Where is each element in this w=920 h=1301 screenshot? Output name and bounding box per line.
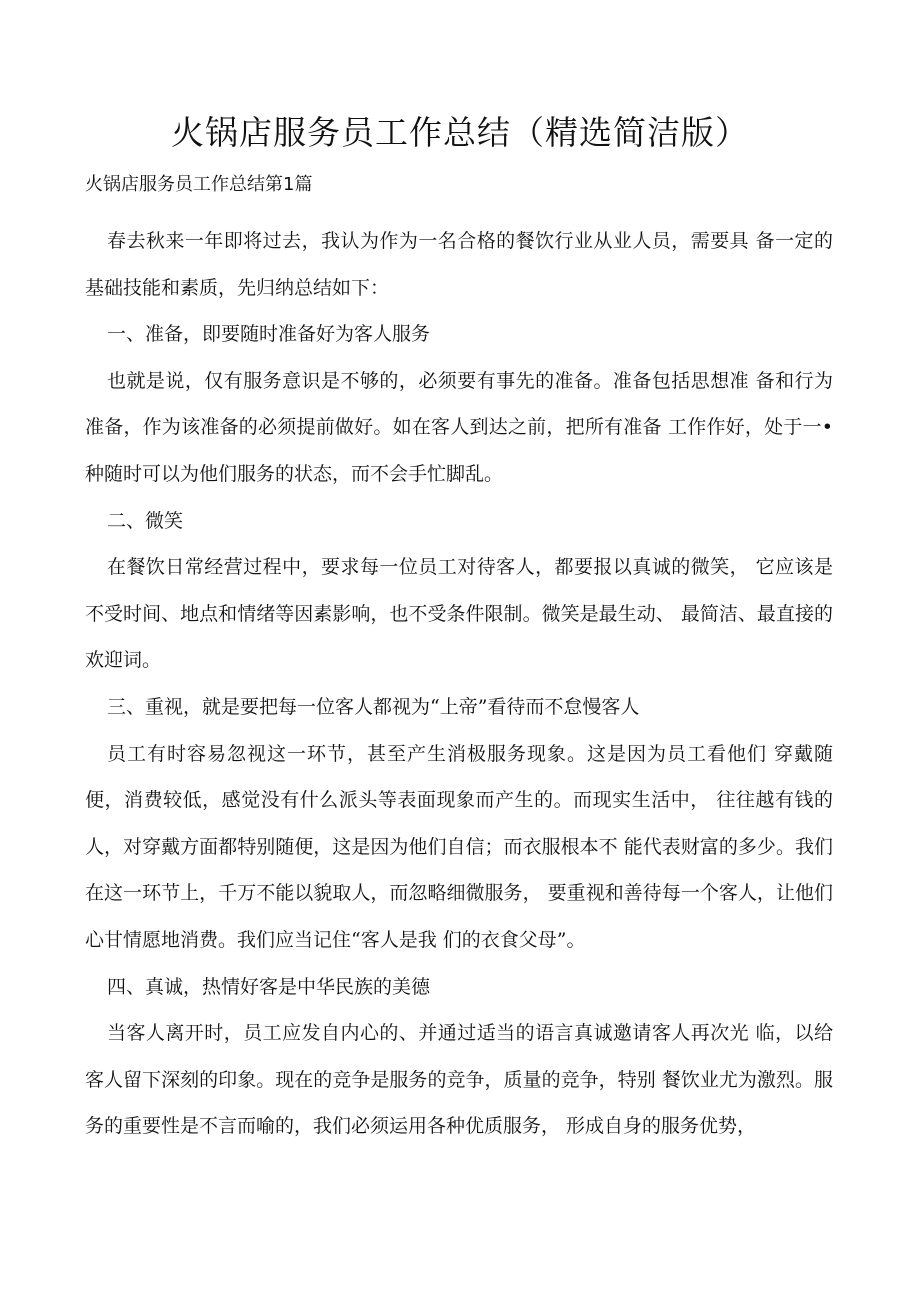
document-title: 火锅店服务员工作总结（精选简洁版） [171,113,749,152]
section-subtitle: 火锅店服务员工作总结第1篇 [85,174,313,195]
section-heading-preparation: 一、准备，即要随时准备好为客人服务 [107,323,431,346]
document-body [85,218,833,1150]
paragraph-intro: 春去秋来一年即将过去，我认为作为一名合格的餐饮行业从业人员，需要具 备一定的基础技能和素质，先归纳总结如下： [85,230,833,299]
section-heading-respect: 三、重视，就是要把每一位客人都视为“上帝”看待而不怠慢客人 [107,695,640,718]
section-heading-sincerity: 四、真诚，热情好客是中华民族的美德 [107,975,431,998]
paragraph-sincerity: 当客人离开时，员工应发自内心的、并通过适当的语言真诚邀请客人再次光 临，以给客人留下深刻的印象。现在的竞争是服务的竞争，质量的竞争，特别 餐饮业尤为激烈。服务的重要性是不言而喻的，我们必须运用各种优质服务， 形成自身的服务优势， [85,1022,833,1138]
section-heading-smile: 二、微笑 [107,509,184,532]
paragraph-preparation: 也就是说，仅有服务意识是不够的，必须要有事先的准备。准备包括思想准 备和行为准备，作为该准备的必须提前做好。如在客人到达之前，把所有准备 工作作好，处于一•种随时可以为他们服务的状态，而不会手忙脚乱。 [85,369,833,485]
paragraph-smile: 在餐饮日常经营过程中，要求每一位员工对待客人，都要报以真诚的微笑， 它应该是不受时间、地点和情绪等因素影响，也不受条件限制。微笑是最生动、 最简洁、最直接的欢迎词。 [85,556,833,672]
paragraph-respect: 员工有时容易忽视这一环节，甚至产生消极服务现象。这是因为员工看他们 穿戴随便，消费较低，感觉没有什么派头等表面现象而产生的。而现实生活中， 往往越有钱的人，对穿戴方面都特别随便，这是因为他们自信；而衣服根本不 能代表财富的多少。我们在这一环节上，千万不能以貌取人，而忽略细微服务， 要重视和善待每一个客人，让他们心甘情愿地消费。我们应当记住“客人是我 们的衣食父母”。 [85,742,833,951]
